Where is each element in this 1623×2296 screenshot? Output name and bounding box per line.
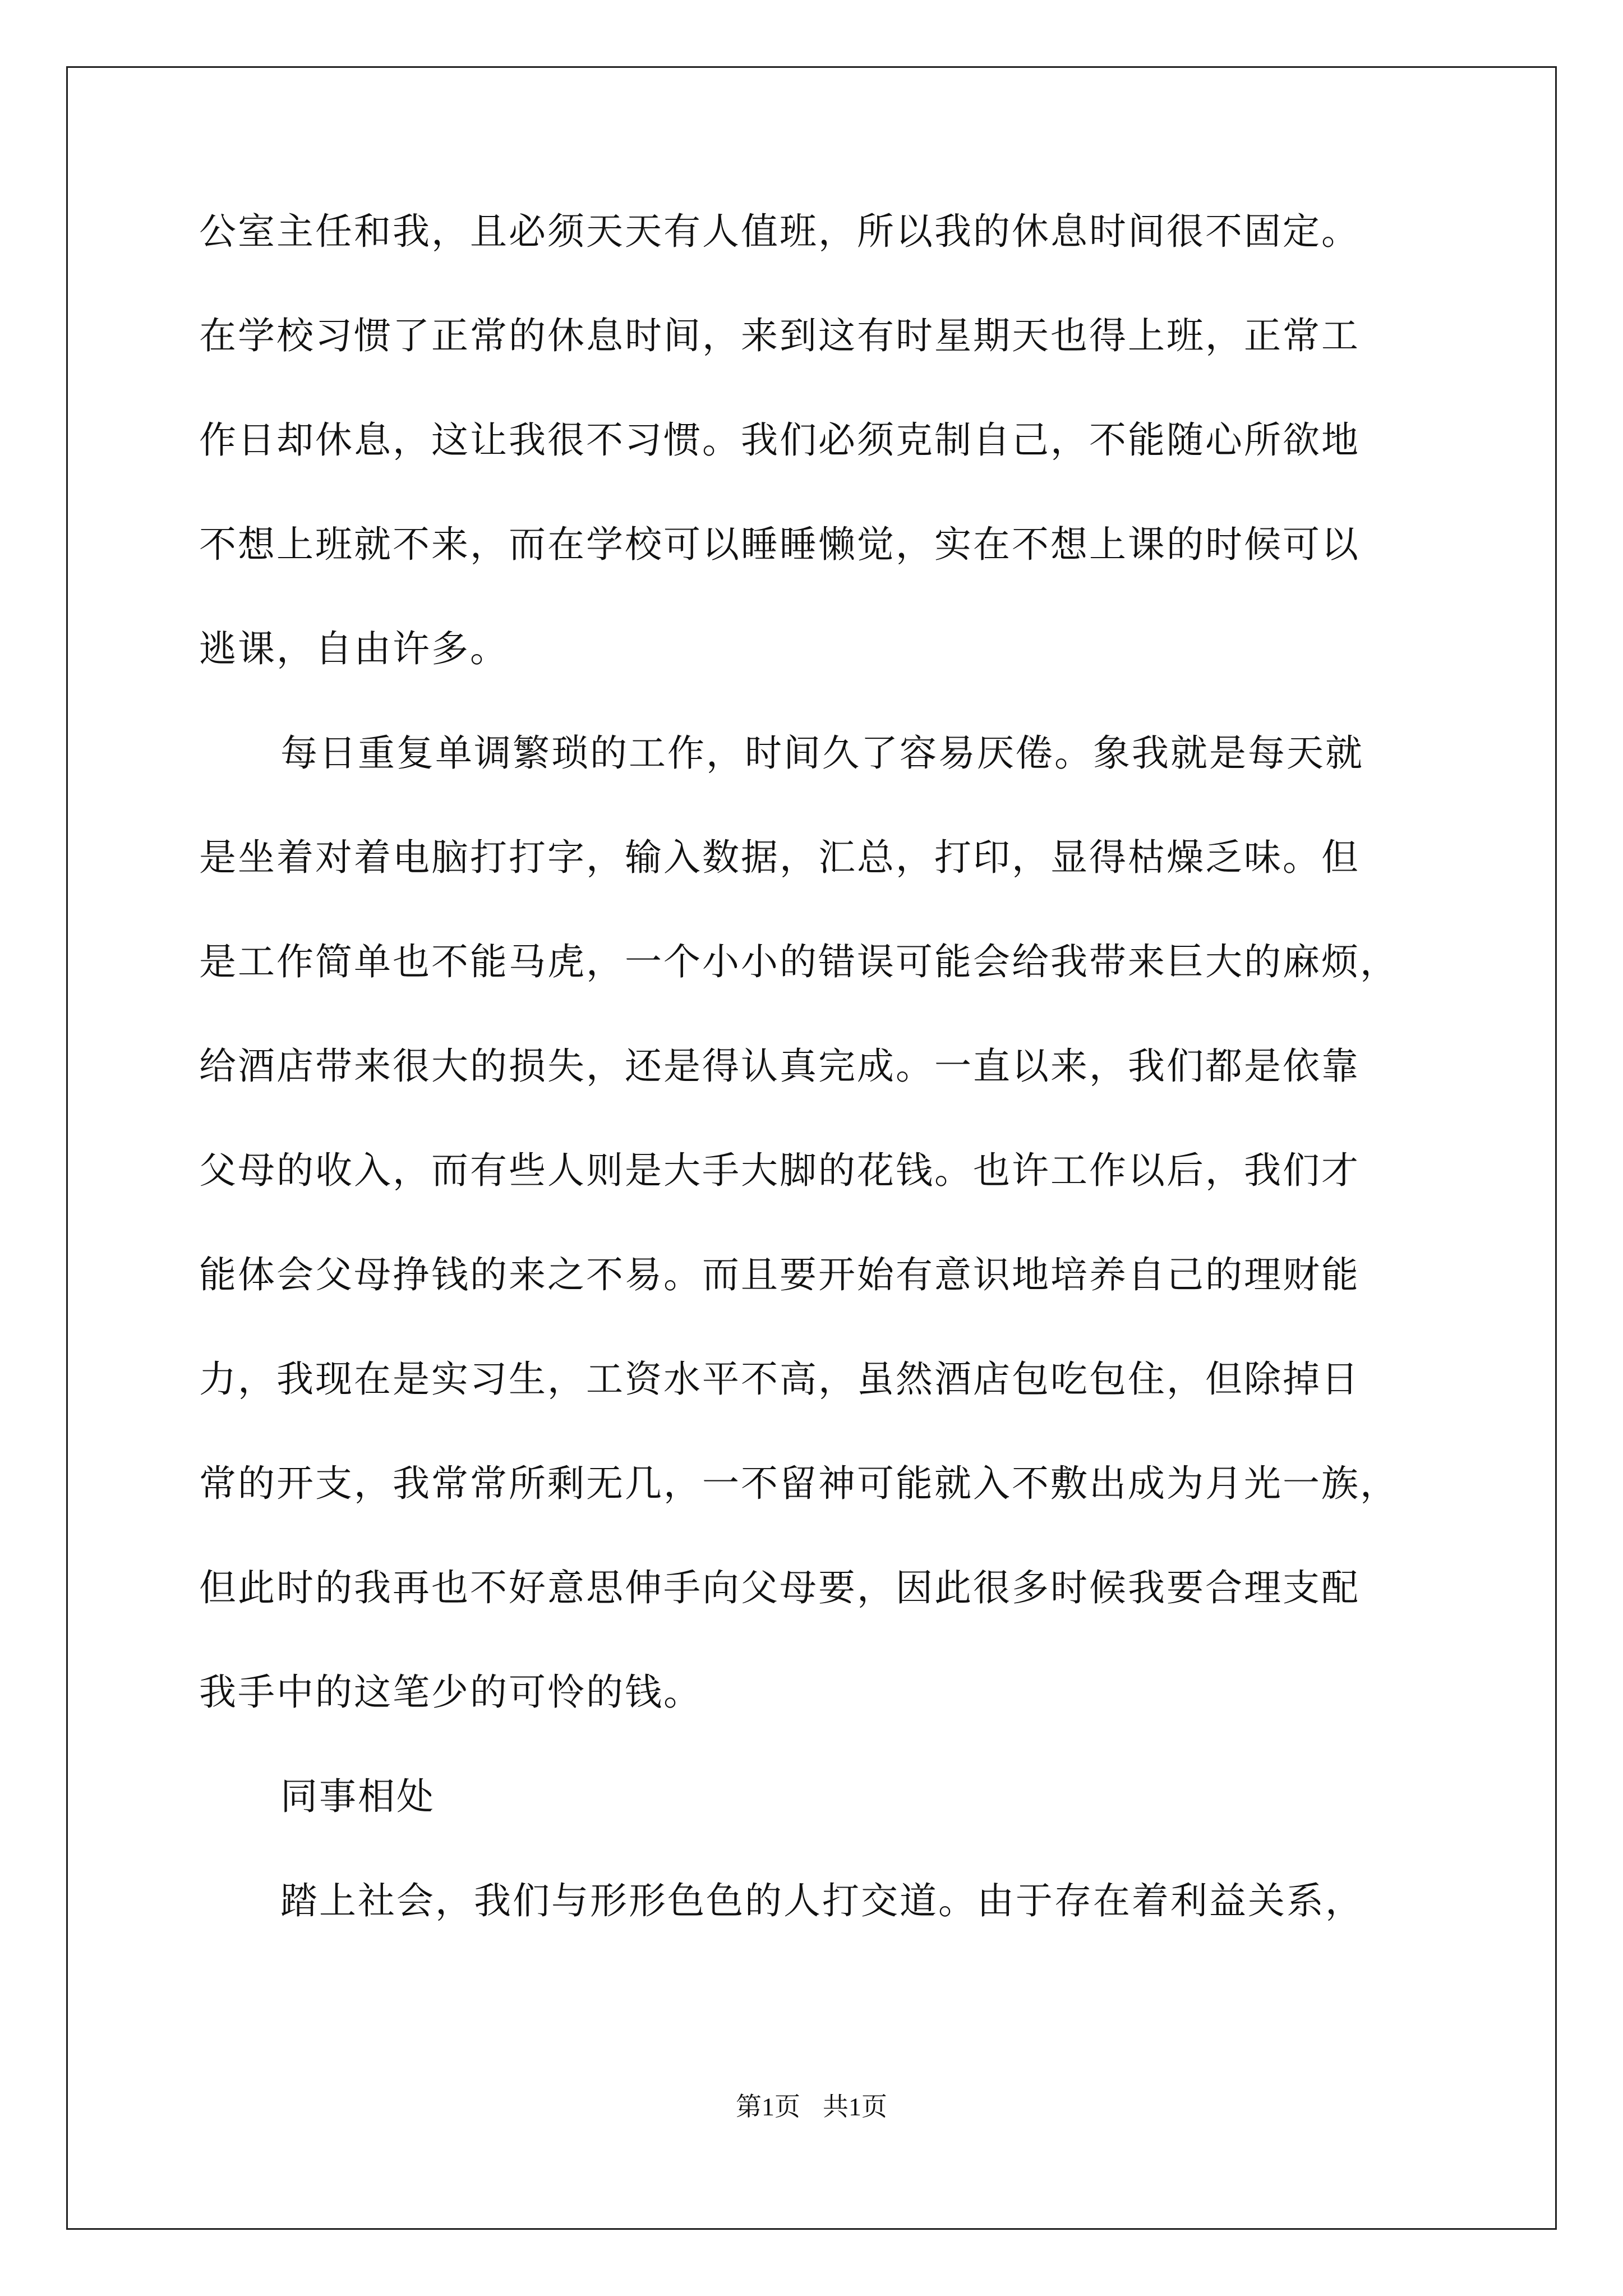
text-line: 逃课，自由许多。 — [199, 627, 509, 670]
page-number: 第1页 — [736, 2092, 800, 2121]
text-line: 是工作简单也不能马虎，一个小小的错误可能会给我带来巨大的麻烦， — [199, 940, 1399, 983]
text-line: 但此时的我再也不好意思伸手向父母要，因此很多时候我要合理支配 — [199, 1566, 1360, 1609]
text-line: 能体会父母挣钱的来之不易。而且要开始有意识地培养自己的理财能 — [199, 1253, 1360, 1296]
section-heading: 同事相处 — [280, 1775, 435, 1818]
text-line: 父母的收入，而有些人则是大手大脚的花钱。也许工作以后，我们才 — [199, 1149, 1360, 1192]
text-line: 在学校习惯了正常的休息时间，来到这有时星期天也得上班，正常工 — [199, 314, 1360, 357]
document-body — [199, 210, 1483, 1987]
text-line: 是坐着对着电脑打打字，输入数据，汇总，打印，显得枯燥乏味。但 — [199, 836, 1360, 879]
text-line: 公室主任和我，且必须天天有人值班，所以我的休息时间很不固定。 — [199, 210, 1360, 253]
text-line: 踏上社会，我们与形形色色的人打交道。由于存在着利益关系， — [280, 1879, 1364, 1922]
text-line: 不想上班就不来，而在学校可以睡睡懒觉，实在不想上课的时候可以 — [199, 523, 1360, 566]
text-line: 力，我现在是实习生，工资水平不高，虽然酒店包吃包住，但除掉日 — [199, 1358, 1360, 1401]
text-line: 每日重复单调繁琐的工作，时间久了容易厌倦。象我就是每天就 — [280, 731, 1364, 775]
text-line: 作日却休息，这让我很不习惯。我们必须克制自己，不能随心所欲地 — [199, 418, 1360, 462]
text-line: 常的开支，我常常所剩无几，一不留神可能就入不敷出成为月光一族， — [199, 1462, 1399, 1505]
page-total: 共1页 — [823, 2092, 887, 2121]
page-footer — [0, 2094, 1623, 2120]
text-line: 我手中的这笔少的可怜的钱。 — [199, 1671, 702, 1714]
text-line: 给酒店带来很大的损失，还是得认真完成。一直以来，我们都是依靠 — [199, 1045, 1360, 1088]
